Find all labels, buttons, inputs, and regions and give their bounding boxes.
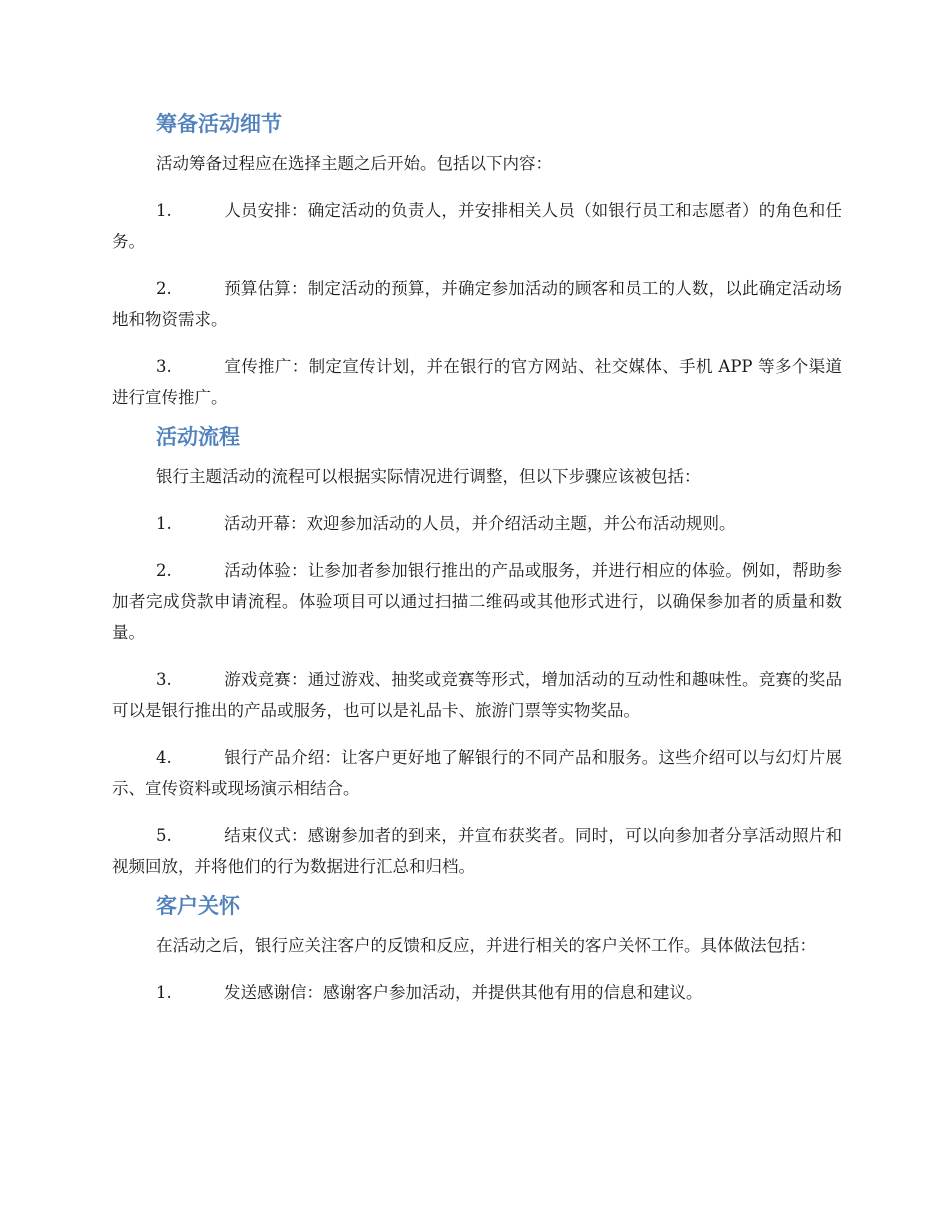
section-heading-process: 活动流程 (156, 425, 240, 449)
list-item (112, 508, 842, 539)
section-heading-preparation: 筹备活动细节 (156, 112, 282, 136)
section-intro: 银行主题活动的流程可以根据实际情况进行调整，但以下步骤应该被包括： (156, 467, 701, 486)
list-number: 3. (156, 670, 172, 689)
list-number: 1. (156, 514, 172, 533)
list-text: 宣传推广：制定宣传计划，并在银行的官方网站、社交媒体、手机 APP 等多个渠道进行宣传推广。 (112, 357, 842, 407)
list-item (112, 351, 842, 413)
list-text: 活动开幕：欢迎参加活动的人员，并介绍活动主题，并公布活动规则。 (224, 514, 736, 533)
list-number: 3. (156, 357, 172, 376)
list-text: 预算估算：制定活动的预算，并确定参加活动的顾客和员工的人数，以此确定活动场地和物资需求。 (112, 279, 842, 329)
document-page (112, 100, 842, 1024)
section-intro: 在活动之后，银行应关注客户的反馈和反应，并进行相关的客户关怀工作。具体做法包括： (156, 936, 816, 955)
list-item (112, 195, 842, 257)
list-item (112, 555, 842, 648)
list-number: 5. (156, 826, 172, 845)
list-item (112, 820, 842, 882)
list-item (112, 977, 842, 1008)
list-text: 银行产品介绍：让客户更好地了解银行的不同产品和服务。这些介绍可以与幻灯片展示、宣传资料或现场演示相结合。 (112, 748, 842, 798)
list-number: 1. (156, 983, 172, 1002)
list-number: 1. (156, 201, 172, 220)
list-number: 2. (156, 561, 172, 580)
list-item (112, 664, 842, 726)
list-text: 人员安排：确定活动的负责人，并安排相关人员（如银行员工和志愿者）的角色和任务。 (112, 201, 842, 251)
list-text: 活动体验：让参加者参加银行推出的产品或服务，并进行相应的体验。例如，帮助参加者完成贷款申请流程。体验项目可以通过扫描二维码或其他形式进行，以确保参加者的质量和数量。 (112, 561, 842, 642)
list-text: 结束仪式：感谢参加者的到来，并宣布获奖者。同时，可以向参加者分享活动照片和视频回放，并将他们的行为数据进行汇总和归档。 (112, 826, 842, 876)
list-number: 2. (156, 279, 172, 298)
section-intro: 活动筹备过程应在选择主题之后开始。包括以下内容： (156, 154, 552, 173)
list-item (112, 273, 842, 335)
section-heading-customer-care: 客户关怀 (156, 894, 240, 918)
list-item (112, 742, 842, 804)
list-text: 游戏竞赛：通过游戏、抽奖或竞赛等形式，增加活动的互动性和趣味性。竞赛的奖品可以是银行推出的产品或服务，也可以是礼品卡、旅游门票等实物奖品。 (112, 670, 842, 720)
list-number: 4. (156, 748, 172, 767)
list-text: 发送感谢信：感谢客户参加活动，并提供其他有用的信息和建议。 (224, 983, 703, 1002)
